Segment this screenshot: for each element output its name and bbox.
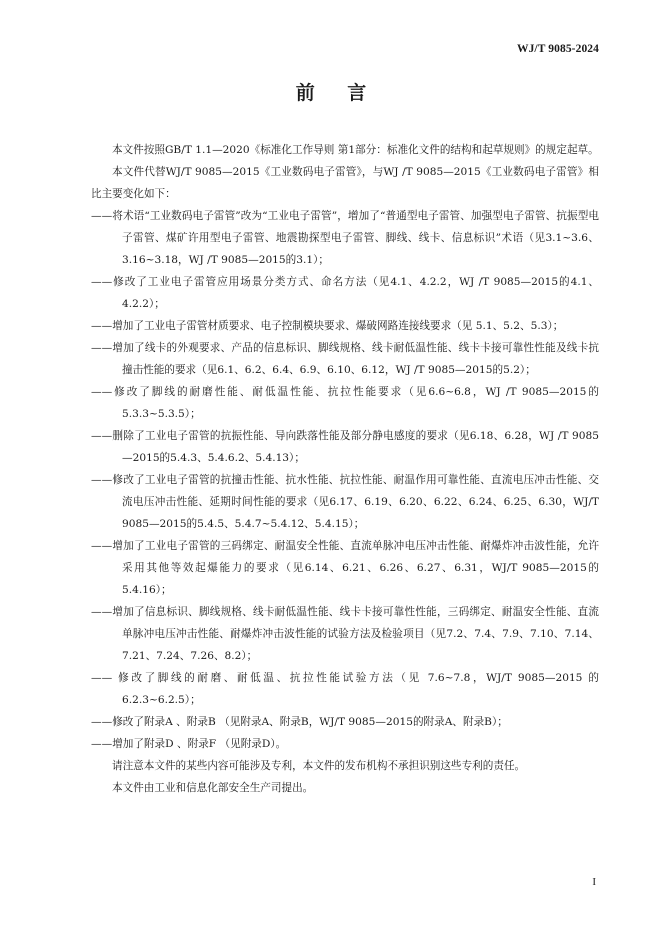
change-item-2: ——修改了工业电子雷管应用场景分类方式、命名方法（见4.1、4.2.2，WJ /T 9085—2015的4.1、4.2.2）； [91,276,599,310]
change-item-5: ——修改了脚线的耐磨性能、耐低温性能、抗拉性能要求（见6.6~6.8，WJ /T 9085—2015的5.3.3~5.3.5）； [91,386,599,420]
change-item-10: —— 修改了脚线的耐磨、耐低温、抗拉性能试验方法（见 7.6~7.8，WJ/T 9085—2015 的 6.2.3~6.2.5）； [91,672,599,706]
page-number: I [592,876,596,888]
document-code: WJ/T 9085-2024 [516,43,599,55]
proposer-statement: 本文件由工业和信息化部安全生产司提出。 [112,782,314,794]
page-title: 前 言 [295,82,380,104]
change-item-9: ——增加了信息标识、脚线规格、线卡耐低温性能、线卡卡接可靠性性能，三码绑定、耐温安全性能、直流单脉冲电压冲击性能、耐爆炸冲击波性能的试验方法及检验项目（见7.2、7.4、7.9、7.10、7.14、7.21、7.24、7.26、8.2）； [91,606,599,662]
patent-notice: 请注意本文件的某些内容可能涉及专利，本文件的发布机构不承担识别这些专利的责任。 [112,760,526,772]
intro-paragraph-1: 本文件按照GB/T 1.1—2020《标准化工作导则 第1部分：标准化文件的结构和起草规则》的规定起草。 [112,144,599,156]
change-item-4: ——增加了线卡的外观要求、产品的信息标识、脚线规格、线卡耐低温性能、线卡卡接可靠性性能及线卡抗撞击性能的要求（见6.1、6.2、6.4、6.9、6.10、6.12，WJ /T 9085—2015的5.2）； [91,342,599,376]
change-item-1: ——将术语“工业数码电子雷管”改为“工业电子雷管”，增加了“普通型电子雷管、加强型电子雷管、抗振型电子雷管、煤矿许用型电子雷管、地震勘探型电子雷管、脚线、线卡、信息标识”术语（见3.1~3.6、3.16~3.18，WJ /T 9085—2015的3.1）； [91,210,599,266]
change-item-3: ——增加了工业电子雷管材质要求、电子控制模块要求、爆破网路连接线要求（见 5.1、5.2、5.3）； [91,320,564,332]
change-item-12: ——增加了附录D 、附录F （见附录D）。 [91,738,287,750]
change-item-7: ——修改了工业电子雷管的抗撞击性能、抗水性能、抗拉性能、耐温作用可靠性能、直流电压冲击性能、交流电压冲击性能、延期时间性能的要求（见6.17、6.19、6.20、6.22、6.24、6.25、6.30，WJ/T 9085—2015的5.4.5、5.4.7~5.4.12、5.4.15）； [91,474,599,530]
intro-paragraph-2: 本文件代替WJ/T 9085—2015《工业数码电子雷管》，与WJ /T 9085—2015《工业数码电子雷管》相比主要变化如下： [91,166,599,200]
change-item-11: ——修改了附录A 、附录B （见附录A、附录B，WJ/T 9085—2015的附录A、附录B）； [91,716,508,728]
change-item-6: ——删除了工业电子雷管的抗振性能、导向跌落性能及部分静电感度的要求（见6.18、6.28，WJ /T 9085—2015的5.4.3、5.4.6.2、5.4.13）； [91,430,599,464]
change-item-8: ——增加了工业电子雷管的三码绑定、耐温安全性能、直流单脉冲电压冲击性能、耐爆炸冲击波性能，允许采用其他等效起爆能力的要求（见6.14、6.21、6.26、6.27、6.31，WJ/T 9085—2015的5.4.16）； [91,540,599,596]
document-body [91,139,599,799]
